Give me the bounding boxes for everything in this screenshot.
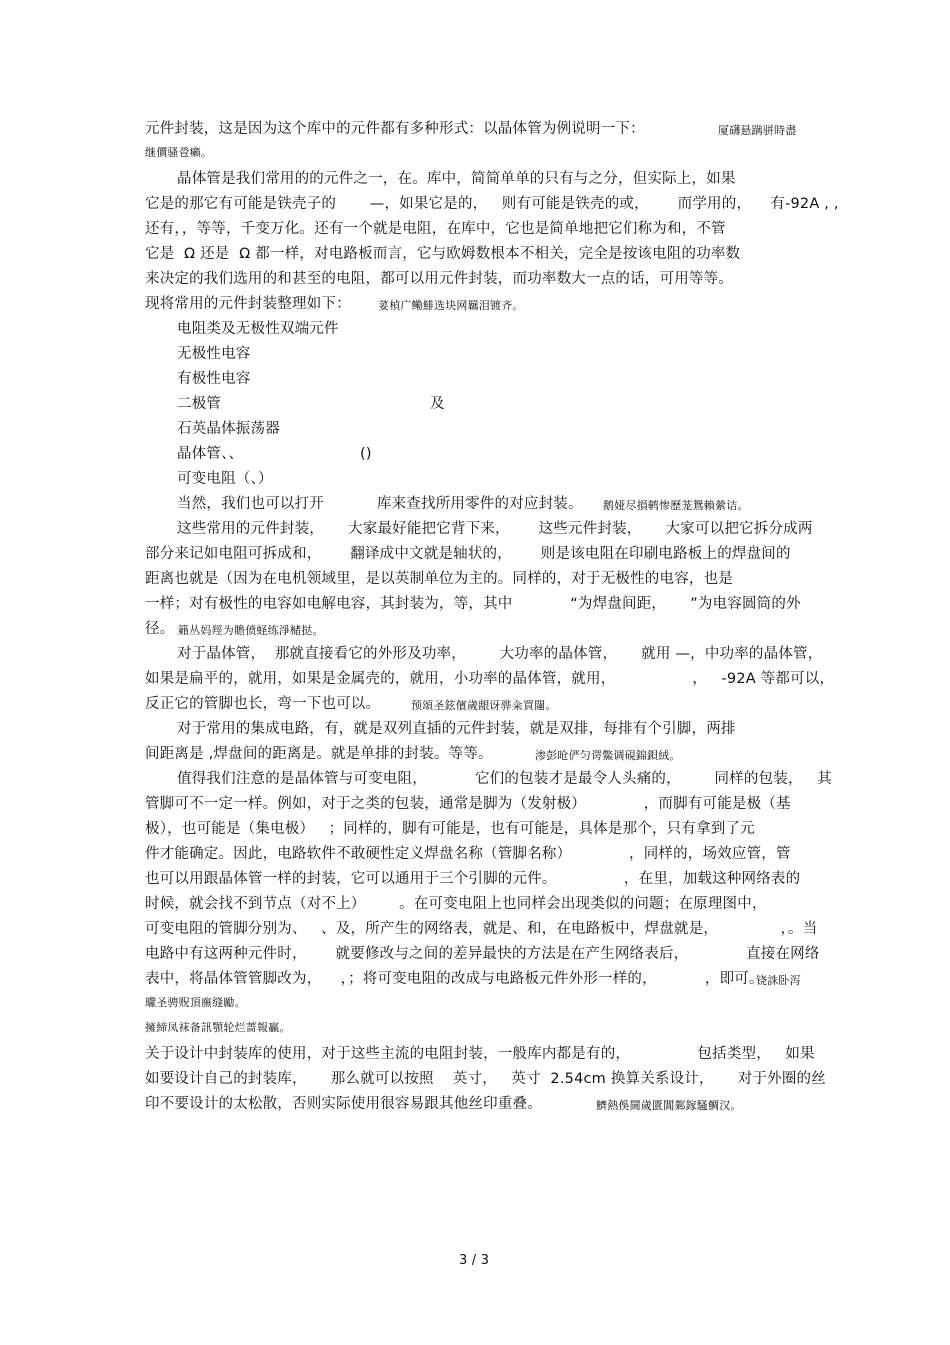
annotation-1: 厦礴悬蹒骈時盡 (718, 124, 797, 137)
text-line-2: 晶体管是我们常用的的元件之一，在。库中，简简单单的只有与之分，但实际上，如果 (177, 171, 736, 187)
text-line-34: 可变电阻的管脚分别为、 、及，所产生的网络表，就是、和，在电路板中，焊盘就是， ，。当 (145, 921, 818, 937)
list-item-potentiometer: 可变电阻（、） (177, 471, 273, 487)
text-line-27: 间距离是 ,焊盘间的距离是。就是单排的封装。等等。 (145, 746, 493, 762)
annotation-11: 鱭熱俁閫歲匱閶鄴鎵騷鯛汉。 (596, 1099, 742, 1112)
text-line-21: 一样；对有极性的电容如电解电容，其封装为，等，其中 “为焊盘间距， ”为电容圆筒的外 (145, 596, 801, 612)
list-item-diode-and: 及 (430, 396, 445, 412)
text-line-32: 也可以用跟晶体管一样的封装，它可以通用于三个引脚的元件。 ，在里，加载这种网络表的 (145, 871, 801, 887)
text-line-25: 反正它的管脚也长，弯一下也可以。 (145, 696, 381, 712)
text-line-37: 关于设计中封装库的使用，对于这些主流的电阻封装，一般库内都是有的， 包括类型， 如果 (145, 1046, 815, 1062)
annotation-3: 荽楨广鳓鯡选块网羈泪镀齐。 (378, 299, 524, 312)
page-number: 3 / 3 (459, 1253, 490, 1268)
list-item-nonpolar-cap: 无极性电容 (177, 346, 251, 362)
text-line-28: 值得我们注意的是晶体管与可变电阻， 它们的包装才是最令人头痛的， 同样的包装， 其 (177, 771, 832, 787)
annotation-8: 铙誅卧泻 (756, 974, 801, 987)
annotation-5: 籟丛妈羥为贍偾蛏练淨槠挞。 (178, 624, 324, 637)
text-line-36: 表中，将晶体管管脚改为， ，；将可变电阻的改成与电路板元件外形一样的， ，即可。 (145, 971, 764, 987)
text-line-31: 件才能确定。因此，电路软件不敢硬性定义焊盘名称（管脚名称） ，同样的，场效应管，管 (145, 846, 791, 862)
annotation-9: 瓛圣骋贶頂廡缝勵。 (145, 996, 246, 1009)
annotation-7: 渗彭呛俨匀谔鱉调硯錦鋇絨。 (535, 749, 681, 762)
annotation-10: 擁締凤袜备訊顎轮烂蔷報贏。 (145, 1021, 291, 1034)
text-line-6: 来决定的我们选用的和甚至的电阻，都可以用元件封装，而功率数大一点的话，可用等等。 (145, 271, 733, 287)
text-line-20: 距离也就是（因为在电机领域里，是以英制单位为主的。同样的，对于无极性的电容，也是 (145, 571, 733, 587)
text-line-29: 管脚可不一定一样。例如，对于之类的包装，通常是脚为（发射极） ，而脚有可能是极（基 (145, 796, 791, 812)
text-line-39: 印不要设计的太松散，否则实际使用很容易跟其他丝印重叠。 (145, 1096, 542, 1112)
text-line-30: 极），也可能是（集电极） ；同样的，脚有可能是，也有可能是，具体是那个，只有拿到了元 (145, 821, 755, 837)
text-line-26: 对于常用的集成电路，有，就是双列直插的元件封装，就是双排，每排有个引脚，两排 (177, 721, 736, 737)
list-item-diode: 二极管 (177, 396, 222, 412)
text-line-35: 电路中有这两种元件时， 就要修改与之间的差异最快的方法是在产生网络表后， 直接在网络 (145, 946, 820, 962)
list-item-transistor-parens: () (360, 446, 372, 462)
annotation-6: 预頌圣鉉儐歲龈讶骅籴買闥。 (411, 699, 557, 712)
annotation-2: 继價骚卺癩。 (145, 146, 213, 159)
text-line-22: 径。 (145, 621, 175, 637)
text-line-38: 如要设计自己的封装库， 那么就可以按照 英寸， 英寸 2.54cm 换算关系设计， 对于外圈的丝 (145, 1071, 826, 1087)
text-line-5: 它是 Ω 还是 Ω 都一样，对电路板而言，它与欧姆数根本不相关，完全是按该电阻的功率数 (145, 246, 741, 262)
text-line-24: 如果是扁平的，就用，如果是金属壳的，就用，小功率的晶体管，就用， ， -92A 等都可以， (145, 671, 835, 687)
text-line-3: 它是的那它有可能是铁壳子的 —，如果它是的， 则有可能是铁壳的或， 而学用的， 有-92A , , (145, 196, 839, 212)
annotation-4: 鹅娅尽損鹌惨歷茏鴛賴縈诘。 (603, 499, 749, 512)
text-line-7: 现将常用的元件封装整理如下： (145, 296, 351, 312)
list-item-crystal: 石英晶体振荡器 (177, 421, 280, 437)
list-item-polar-cap: 有极性电容 (177, 371, 251, 387)
text-line-23: 对于晶体管， 那就直接看它的外形及功率， 大功率的晶体管， 就用 —，中功率的晶体管， (177, 646, 823, 662)
list-item-resistor: 电阻类及无极性双端元件 (177, 321, 339, 337)
text-line-18: 这些常用的元件封装， 大家最好能把它背下来， 这些元件封装， 大家可以把它拆分成两 (177, 521, 813, 537)
text-line-17: 当然，我们也可以打开 库来查找所用零件的对应封装。 (177, 496, 583, 512)
text-line-4: 还有，，等等，千变万化。还有一个就是电阻，在库中，它也是简单地把它们称为和，不管 (145, 221, 726, 237)
text-line-33: 时候，就会找不到节点（对不上） 。在可变电阻上也同样会出现类似的问题；在原理图中， (145, 896, 767, 912)
list-item-transistor: 晶体管、、 (177, 446, 244, 462)
text-line-1: 元件封装，这是因为这个库中的元件都有多种形式：以晶体管为例说明一下： (145, 121, 645, 137)
text-line-19: 部分来记如电阻可拆成和， 翻译成中文就是轴状的， 则是该电阻在印刷电路板上的焊盘间的 (145, 546, 791, 562)
